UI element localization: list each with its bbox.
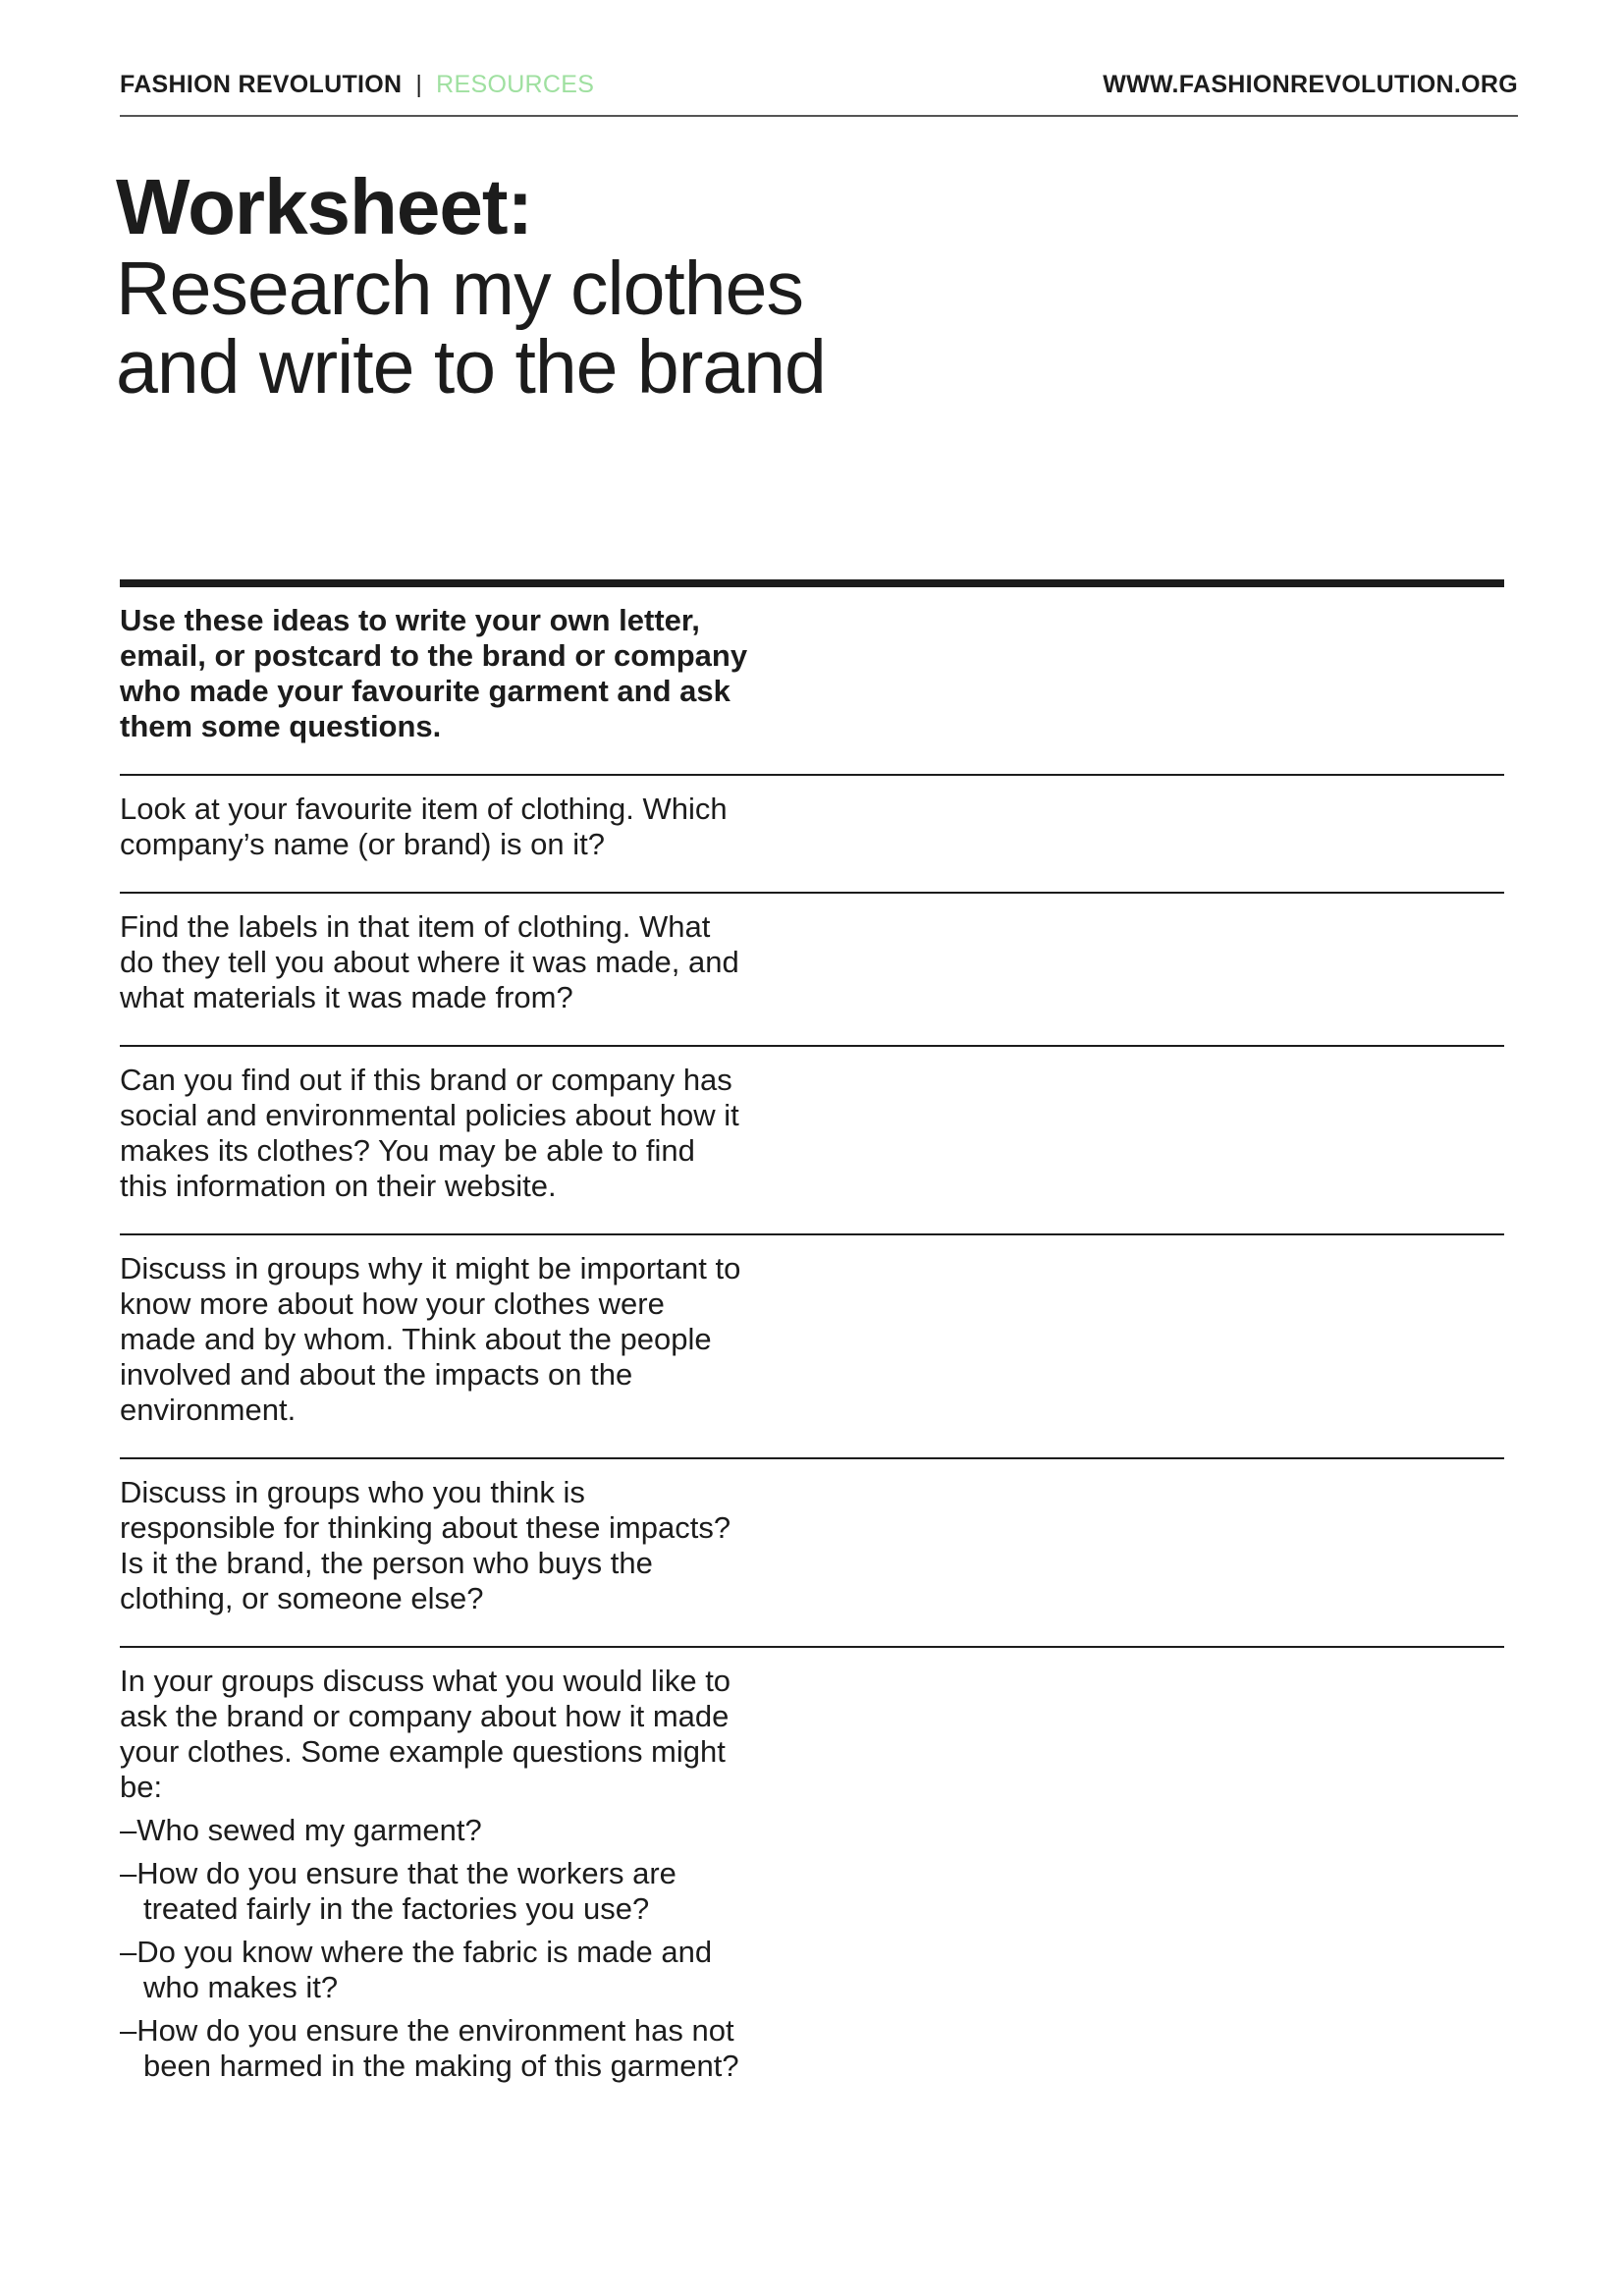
- section-item: [120, 776, 1504, 894]
- section-item: [120, 1047, 1504, 1235]
- section-text: Can you find out if this brand or company has social and environmental policies about how it makes its clothes? You may be able to find this information on their website.: [120, 1063, 739, 1203]
- section-item-questions: [120, 1648, 1504, 2121]
- section-text: Use these ideas to write your own letter, email, or postcard to the brand or company who made your favourite garment and ask them some questions.: [120, 603, 748, 743]
- example-questions-list: [120, 1813, 748, 2084]
- header-brand: FASHION REVOLUTION: [120, 70, 403, 98]
- section-item: [120, 894, 1504, 1047]
- header-left: [120, 71, 594, 99]
- list-item: –Do you know where the fabric is made and who makes it?: [120, 1935, 713, 2004]
- section-text: Find the labels in that item of clothing. What do they tell you about where it was made, and what materials it was made from?: [120, 909, 739, 1014]
- title-block: [116, 163, 1098, 410]
- worksheet-sections: [120, 587, 1504, 2121]
- section-text: Look at your favourite item of clothing. Which company’s name (or brand) is on it?: [120, 792, 728, 861]
- list-item: –How do you ensure the environment has not been harmed in the making of this garment?: [120, 2013, 739, 2083]
- header-website: WWW.FASHIONREVOLUTION.ORG: [1103, 70, 1518, 98]
- page-header: [120, 67, 1518, 102]
- section-divider-thick: [120, 579, 1504, 587]
- list-item: –How do you ensure that the workers are treated fairly in the factories you use?: [120, 1856, 676, 1926]
- header-divider: [120, 115, 1518, 117]
- section-item: [120, 1235, 1504, 1459]
- section-intro: [120, 587, 1504, 776]
- section-text: Discuss in groups why it might be important to know more about how your clothes were made and by whom. Think about the people involved and about the impacts on the environment.: [120, 1251, 741, 1427]
- section-text: In your groups discuss what you would like to ask the brand or company about how it made your clothes. Some example questions might be:: [120, 1664, 731, 1804]
- section-text: Discuss in groups who you think is responsible for thinking about these impacts? Is it the brand, the person who buys the clothing, or someone else?: [120, 1475, 731, 1615]
- title-main: Worksheet:: [116, 163, 533, 250]
- title-line-1: Research my clothes: [116, 246, 803, 331]
- header-separator: |: [415, 70, 423, 98]
- list-item: –Who sewed my garment?: [120, 1813, 482, 1847]
- header-section-label: RESOURCES: [436, 70, 595, 98]
- section-item: [120, 1459, 1504, 1648]
- title-line-2: and write to the brand: [116, 325, 826, 410]
